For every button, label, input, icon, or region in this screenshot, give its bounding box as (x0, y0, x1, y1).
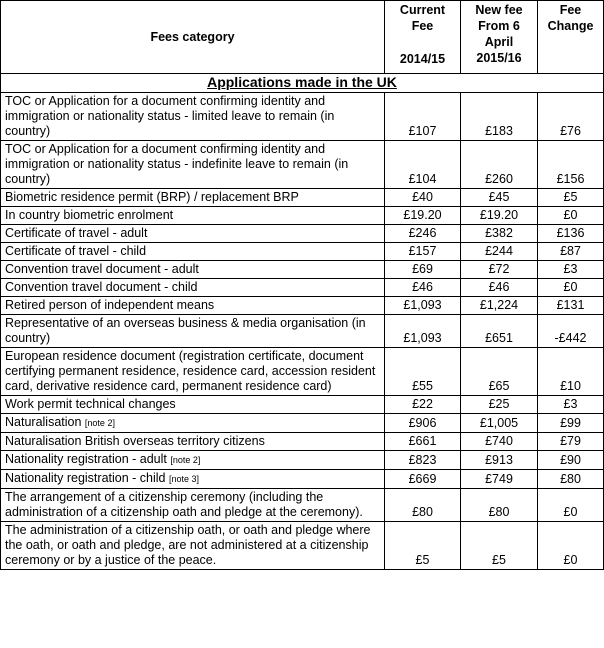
table-row (1, 348, 604, 396)
current-fee-cell: £823 (385, 451, 461, 470)
current-fee-cell: £104 (385, 141, 461, 189)
fee-change-cell: -£442 (538, 315, 604, 348)
fee-category-cell (1, 522, 385, 570)
fee-change-cell: £0 (538, 207, 604, 225)
fee-category-label: Nationality registration - child (5, 471, 166, 485)
fee-category-cell (1, 414, 385, 433)
fee-category-cell (1, 470, 385, 489)
current-fee-cell: £19.20 (385, 207, 461, 225)
fee-category-label: The administration of a citizenship oath, or oath and pledge where the oath, or oath and pledge, are not administered at a citizenship ceremony or by a justice of the peace. (5, 523, 371, 567)
current-fee-cell: £906 (385, 414, 461, 433)
header-new-fee (461, 1, 538, 74)
table-row (1, 522, 604, 570)
table-row (1, 261, 604, 279)
fee-category-cell (1, 297, 385, 315)
fee-category-cell (1, 279, 385, 297)
current-fee-cell: £22 (385, 396, 461, 414)
table-row (1, 414, 604, 433)
table-row (1, 396, 604, 414)
table-row (1, 141, 604, 189)
fee-change-cell: £10 (538, 348, 604, 396)
fee-change-cell: £3 (538, 396, 604, 414)
new-fee-cell: £1,005 (461, 414, 538, 433)
table-row (1, 489, 604, 522)
fee-category-cell (1, 93, 385, 141)
current-fee-cell: £107 (385, 93, 461, 141)
table-row (1, 315, 604, 348)
new-fee-cell: £740 (461, 433, 538, 451)
fee-change-cell: £156 (538, 141, 604, 189)
fee-change-cell: £87 (538, 243, 604, 261)
header-new-fee-label: New fee From 6 April (475, 3, 523, 49)
fee-category-cell (1, 243, 385, 261)
section-title: Applications made in the UK (1, 74, 604, 93)
new-fee-cell: £80 (461, 489, 538, 522)
new-fee-cell: £1,224 (461, 297, 538, 315)
fee-change-cell: £99 (538, 414, 604, 433)
header-fee-change: Fee Change (538, 1, 604, 74)
fee-category-cell (1, 451, 385, 470)
current-fee-cell: £40 (385, 189, 461, 207)
fee-category-label: TOC or Application for a document confirming identity and immigration or nationality status - limited leave to remain (in country) (5, 94, 335, 138)
table-row (1, 225, 604, 243)
fee-category-cell (1, 207, 385, 225)
fee-category-label: Retired person of independent means (5, 298, 215, 312)
fee-category-label: Certificate of travel - adult (5, 226, 148, 240)
header-current-fee (385, 1, 461, 74)
new-fee-cell: £25 (461, 396, 538, 414)
fee-category-cell (1, 433, 385, 451)
table-row (1, 451, 604, 470)
table-row (1, 93, 604, 141)
current-fee-cell: £669 (385, 470, 461, 489)
header-new-fee-year: 2015/16 (476, 51, 522, 65)
fee-category-cell (1, 225, 385, 243)
current-fee-cell: £5 (385, 522, 461, 570)
new-fee-cell: £244 (461, 243, 538, 261)
table-row (1, 279, 604, 297)
fee-category-label: The arrangement of a citizenship ceremony (including the administration of a citizenship oath and pledge at the ceremony). (5, 490, 363, 519)
fee-category-cell (1, 261, 385, 279)
fee-category-label: Convention travel document - adult (5, 262, 199, 276)
current-fee-cell: £246 (385, 225, 461, 243)
fee-note: [note 2] (84, 418, 115, 428)
table-row (1, 189, 604, 207)
fee-category-cell (1, 315, 385, 348)
fee-change-cell: £80 (538, 470, 604, 489)
new-fee-cell: £183 (461, 93, 538, 141)
current-fee-cell: £55 (385, 348, 461, 396)
current-fee-cell: £1,093 (385, 315, 461, 348)
fee-category-cell (1, 348, 385, 396)
fee-change-cell: £79 (538, 433, 604, 451)
current-fee-cell: £157 (385, 243, 461, 261)
table-row (1, 207, 604, 225)
fee-category-label: TOC or Application for a document confirming identity and immigration or nationality status - indefinite leave to remain (in country) (5, 142, 349, 186)
fee-change-cell: £90 (538, 451, 604, 470)
fee-category-label: Convention travel document - child (5, 280, 198, 294)
fee-change-cell: £0 (538, 522, 604, 570)
table-row (1, 470, 604, 489)
new-fee-cell: £913 (461, 451, 538, 470)
fee-note: [note 2] (170, 455, 201, 465)
new-fee-cell: £19.20 (461, 207, 538, 225)
table-row (1, 433, 604, 451)
new-fee-cell: £260 (461, 141, 538, 189)
header-current-fee-label: Current Fee (399, 3, 446, 33)
fee-category-label: Naturalisation (5, 415, 82, 429)
new-fee-cell: £749 (461, 470, 538, 489)
header-row (1, 1, 604, 74)
fee-change-cell: £131 (538, 297, 604, 315)
new-fee-cell: £45 (461, 189, 538, 207)
fee-category-label: Nationality registration - adult (5, 452, 167, 466)
fee-category-label: In country biometric enrolment (5, 208, 174, 222)
current-fee-cell: £46 (385, 279, 461, 297)
fee-category-cell (1, 141, 385, 189)
fee-change-cell: £0 (538, 489, 604, 522)
fees-table-body (1, 74, 604, 570)
new-fee-cell: £72 (461, 261, 538, 279)
fee-category-cell (1, 396, 385, 414)
fee-category-label: Work permit technical changes (5, 397, 176, 411)
new-fee-cell: £46 (461, 279, 538, 297)
table-row (1, 243, 604, 261)
table-row (1, 297, 604, 315)
current-fee-cell: £661 (385, 433, 461, 451)
new-fee-cell: £651 (461, 315, 538, 348)
current-fee-cell: £69 (385, 261, 461, 279)
fee-category-label: Representative of an overseas business & media organisation (in country) (5, 316, 366, 345)
new-fee-cell: £5 (461, 522, 538, 570)
fee-category-label: European residence document (registration certificate, document certifying permanent residence, residence card, accession resident card, derivative residence card, permanent residence card) (5, 349, 376, 393)
new-fee-cell: £65 (461, 348, 538, 396)
fee-category-label: Certificate of travel - child (5, 244, 147, 258)
header-current-fee-year: 2014/15 (399, 52, 446, 66)
section-row (1, 74, 604, 93)
current-fee-cell: £80 (385, 489, 461, 522)
fee-change-cell: £76 (538, 93, 604, 141)
fee-category-cell (1, 189, 385, 207)
fee-category-cell (1, 489, 385, 522)
new-fee-cell: £382 (461, 225, 538, 243)
fee-change-cell: £0 (538, 279, 604, 297)
fee-category-label: Biometric residence permit (BRP) / replacement BRP (5, 190, 299, 204)
current-fee-cell: £1,093 (385, 297, 461, 315)
fee-note: [note 3] (168, 474, 200, 484)
fee-category-label: Naturalisation British overseas territory citizens (5, 434, 265, 448)
fee-change-cell: £5 (538, 189, 604, 207)
fee-change-cell: £3 (538, 261, 604, 279)
fee-change-cell: £136 (538, 225, 604, 243)
header-fees-category: Fees category (1, 1, 385, 74)
